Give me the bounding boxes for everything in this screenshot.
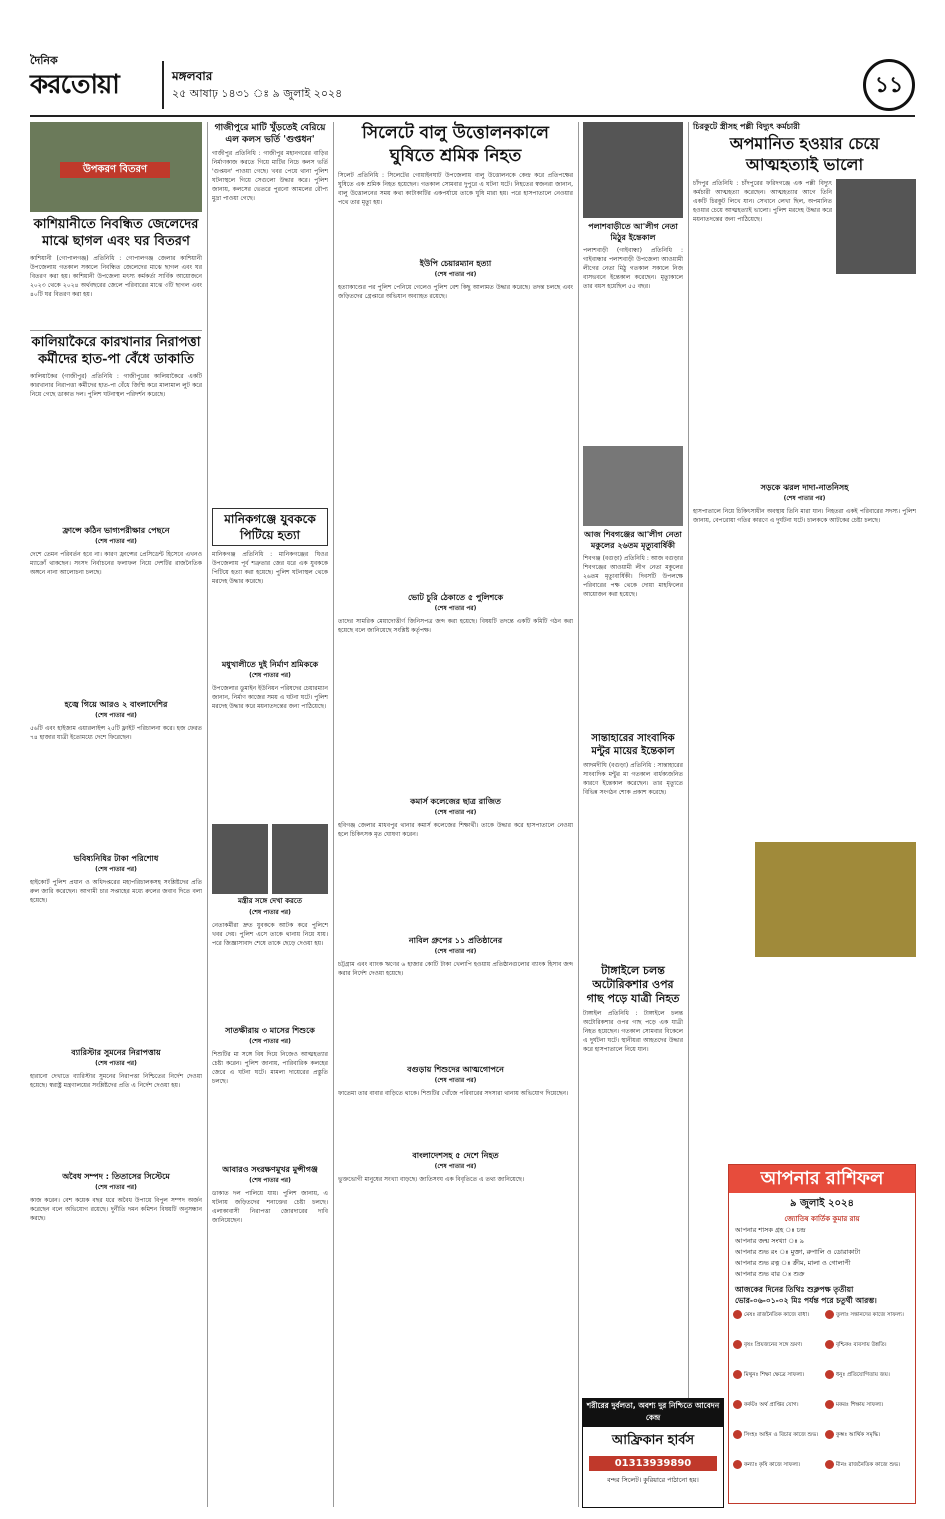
continued-label: (শেষ পাতার পর) bbox=[95, 866, 137, 873]
story-headline: ভোট চুরি ঠেকাতে ৫ পুলিশকে bbox=[407, 593, 504, 602]
story-body: চাঁদপুর প্রতিনিধি : চাঁদপুরের ফরিদগঞ্জে এক পল্লী বিদ্যুৎ কর্মচারী আত্মহত্যা করেছেন। আত্মহত্যার আগে তিনি একটি চিরকুট লিখে যান। সেখানে লেখা ছিল, অপমানিত হওয়ার চেয়ে আত্মহত্যাই ভালো। পুলিশ মরদেহ উদ্ধার করে ময়নাতদন্তের জন্য পাঠিয়েছে। bbox=[693, 180, 832, 223]
zodiac-icon bbox=[825, 1460, 834, 1469]
zodiac-grid bbox=[729, 1310, 915, 1490]
portrait-photo bbox=[583, 122, 683, 218]
zodiac-icon bbox=[733, 1400, 742, 1409]
column-3 bbox=[338, 122, 573, 1295]
zodiac-icon bbox=[825, 1400, 834, 1409]
story-body: কালিয়াকৈর (গাজীপুর) প্রতিনিধি : গাজীপুরের কালিয়াকৈরে একটি কারখানার নিরাপত্তা কর্মীদের হাত-পা বেঁধে জিম্মি করে মালামাল লুট করে নিয়ে গেছে ডাকাত দল। পুলিশ ঘটনাস্থল পরিদর্শন করেছে। bbox=[30, 373, 202, 398]
zodiac-icon bbox=[733, 1430, 742, 1439]
story-headline: টাঙ্গাইলে চলন্ত অটোরিকশার ওপর গাছ পড়ে যাত্রী নিহত bbox=[586, 964, 680, 1005]
horoscope-title: আপনার রাশিফল bbox=[729, 1165, 915, 1193]
zodiac-icon bbox=[733, 1460, 742, 1469]
story-headline: সাতক্ষীরায় ৩ মাসের শিশুকে bbox=[225, 1026, 315, 1035]
logo-big-text: করতোয়া bbox=[30, 70, 119, 100]
story-headline: মানিকগঞ্জে যুবককে পিটিয়ে হত্যা bbox=[212, 508, 328, 546]
zodiac-sign: তুলাঃ সন্তানদের কাজে সাফল্য। bbox=[825, 1310, 913, 1319]
continued-label: (শেষ পাতার পর) bbox=[95, 538, 137, 545]
portrait-photo bbox=[836, 179, 916, 274]
column-rule bbox=[688, 122, 689, 1507]
ad-header: শরীরের দুর্বলতা, অবশ্য দুর নিশ্চিতে আবেদন কেন্দ্র bbox=[583, 1399, 723, 1427]
zodiac-sign: সিংহঃ আইন ও বিচার কাজে শুভ। bbox=[733, 1430, 821, 1439]
story-headline: হজ্বে গিয়ে আরও ২ বাংলাদেশির bbox=[64, 700, 168, 709]
photo-caption: পলাশবাড়ীতে আ'লীগ নেতা মিঠুর ইন্তেকাল bbox=[588, 222, 678, 242]
story-body: কাজ করেন। বেশ কয়েক বছর ধরে অবৈধ উপায়ে বিপুল সম্পদ অর্জন করেছেন বলে অভিযোগ রয়েছে। দুর্নীতি দমন কমিশন বিষয়টি অনুসন্ধান করছে। bbox=[30, 1197, 202, 1222]
zodiac-sign: মিথুনঃ শিক্ষা ক্ষেত্রে সাফল্য। bbox=[733, 1370, 821, 1379]
lead-headline: অপমানিত হওয়ার চেয়ে আত্মহত্যাই ভালো bbox=[729, 134, 880, 174]
story-body: দেশে তেমন পরিবর্তন হবে না। কারণ ফ্রান্সের প্রেসিডেন্ট হিসেবে এখনও ম্যাক্রোঁ থাকছেন। সংসদ নির্বাচনের ফলাফল নিয়ে দেশটির রাজনৈতিক অঙ্গনে নানা আলোচনা চলছে। bbox=[30, 551, 202, 576]
story-headline: সান্তাহারের সাংবাদিক মন্টুর মায়ের ইন্তেকাল bbox=[591, 733, 675, 757]
story-body: সিলেট প্রতিনিধি : সিলেটের গোয়াইনঘাট উপজেলায় বালু উত্তোলনকে কেন্দ্র করে প্রতিপক্ষের ঘুষিতে এক শ্রমিক নিহত হয়েছেন। গতকাল সোমবার দুপুরে এ ঘটনা ঘটে। নিহতের স্বজনরা জানান, বালু উত্তোলনের সময় কথা কাটাকাটির একপর্যায়ে তাকে ঘুষি মারা হয়। পরে হাসপাতালে নেওয়ার পথে তার মৃত্যু হয়। bbox=[338, 172, 573, 206]
story-body: উপজেলার ডুমাইন ইউনিয়ন পরিষদের চেয়ারম্যান জানান, নির্মাণ কাজের সময় এ ঘটনা ঘটে। পুলিশ মরদেহ উদ্ধার করে ময়নাতদন্তের জন্য পাঠিয়েছে। bbox=[212, 685, 328, 710]
continued-label: (শেষ পাতার পর) bbox=[249, 672, 291, 679]
story-headline: গাজীপুরে মাটি খুঁড়তেই বেরিয়ে এল কলস ভর্তি 'গুপ্তধন' bbox=[214, 123, 326, 145]
story-body: ফাতেমা তার বাবার বাড়িতে থাকে। শিশুটির খোঁজে পরিবারের সদস্যরা থানায় অভিযোগ দিয়েছেন। bbox=[338, 1090, 569, 1097]
date-block bbox=[172, 67, 342, 103]
story-headline: কমার্স কলেজের ছাত্র রাজিত bbox=[410, 797, 501, 806]
story-body: ৫৬টি এবং হাইজাম এয়ারলাইন্স ২৫টি ফ্লাইট পরিচালনা করে। হজ ফেরত ৭৪ হাজার যাত্রী ইতোমধ্যে দেশে ফিরেছেন। bbox=[30, 725, 202, 741]
story-kicker: চিরকুটে স্ত্রীসহ পল্লী বিদ্যুৎ কর্মচারী bbox=[693, 122, 800, 131]
zodiac-icon bbox=[825, 1370, 834, 1379]
masthead-divider bbox=[162, 61, 164, 109]
story-body: মানিকগঞ্জ প্রতিনিধি : মানিকগঞ্জের ঘিওর উপজেলায় পূর্ব শত্রুতার জের ধরে এক যুবককে পিটিয়ে হত্যা করা হয়েছে। পুলিশ ঘটনাস্থল থেকে মরদেহ উদ্ধার করেছে। bbox=[212, 551, 328, 585]
story-body: হাইকোর্ট পুলিশ প্রধান ও অধিদপ্তরের মহাপরিচালকসহ সংশ্লিষ্টদের প্রতি রুল জারি করেছেন। আগামী চার সপ্তাহের মধ্যে রুলের জবাব দিতে বলা হয়েছে। bbox=[30, 879, 202, 904]
column-2 bbox=[212, 122, 328, 1389]
continued-label: (শেষ পাতার পর) bbox=[783, 495, 826, 502]
story-headline: কাশিয়ানীতে নিবন্ধিত জেলেদের মাঝে ছাগল এবং ঘর বিতরণ bbox=[33, 217, 199, 249]
story-headline: কালিয়াকৈরে কারখানার নিরাপত্তা কর্মীদের হাত-পা বেঁধে ডাকাতি bbox=[30, 330, 202, 368]
story-body: তাদের সামরিক মেয়াদোত্তীর্ণ জিনিসপত্র জব্দ করা হয়েছে। বিষয়টি তদন্তে একটি কমিটি গঠন করা হয়েছে বলে জানিয়েছে সংশ্লিষ্ট কর্তৃপক্ষ। bbox=[338, 618, 573, 634]
horoscope-row: আপনার জন্ম সংখ্যা ঃ ৯ bbox=[735, 1237, 804, 1245]
continued-label: (শেষ পাতার পর) bbox=[434, 1077, 477, 1084]
story-headline: বাংলাদেশসহ ৫ দেশে নিহত bbox=[412, 1151, 499, 1160]
story-body: টাঙ্গাইল প্রতিনিধি : টাঙ্গাইলে চলন্ত অটোরিকশার ওপর গাছ পড়ে এক যাত্রী নিহত হয়েছেন। গতকাল সোমবার বিকেলে এ দুর্ঘটনা ঘটে। স্থানীয়রা আহতদের উদ্ধার করে হাসপাতালে নিয়ে যান। bbox=[583, 1010, 683, 1053]
zodiac-icon bbox=[733, 1340, 742, 1349]
photo-caption: আজ শিবগঞ্জের আ'লীগ নেতা মকুলের ২৬তম মৃত্যুবার্ষিকী bbox=[584, 530, 682, 550]
advertisement bbox=[582, 1398, 724, 1508]
story-body: ভুক্তভোগী মানুষের সংখ্যা বাড়ছে। জাতিসংঘ এক বিবৃতিতে এ তথ্য জানিয়েছে। bbox=[338, 1176, 525, 1183]
zodiac-sign: বৃশ্চিকঃ ব্যবসায় উন্নতি। bbox=[825, 1340, 913, 1349]
story-body: পলাশবাড়ী (গাইবান্ধা) প্রতিনিধি : গাইবান্ধার পলাশবাড়ী উপজেলা আওয়ামী লীগের নেতা মিঠু গতকাল সকালে নিজ বাসভবনে ইন্তেকাল করেছেন। মৃত্যুকালে তার বয়স হয়েছিল ৫৫ বছর। bbox=[583, 247, 683, 290]
story-body: শিবগঞ্জ (বগুড়া) প্রতিনিধি : আজ বগুড়ার শিবগঞ্জের আওয়ামী লীগ নেতা মকুলের ২৬তম মৃত্যুবার্ষিকী। দিবসটি উপলক্ষে পরিবারের পক্ষ থেকে দোয়া মাহফিলের আয়োজন করা হয়েছে। bbox=[583, 555, 683, 598]
accident-photo bbox=[755, 842, 916, 957]
column-1 bbox=[30, 122, 202, 1336]
horoscope-row: আপনার শাসক গ্রহ ঃ চন্দ্র bbox=[735, 1226, 806, 1234]
masthead bbox=[30, 55, 915, 117]
zodiac-sign: মীনঃ রাজনৈতিক কাজে শুভ। bbox=[825, 1460, 913, 1469]
story-headline: বগুড়ায় শিশুদের আত্মগোপনে bbox=[407, 1065, 504, 1074]
horoscope-author: জ্যোতিষ কার্তিক কুমার রায় bbox=[784, 1215, 860, 1223]
zodiac-sign: কুম্ভঃ আর্থিক সমৃদ্ধি। bbox=[825, 1430, 913, 1439]
story-row bbox=[693, 179, 916, 479]
zodiac-sign: কন্যাঃ কৃষি কাজে সাফল্য। bbox=[733, 1460, 821, 1469]
logo-small-text: দৈনিক bbox=[30, 54, 58, 67]
story-headline: নাবিল গ্রুপের ১১ প্রতিষ্ঠানের bbox=[408, 936, 503, 945]
story-body: হাসপাতালে নিয়ে চিকিৎসাধীন অবস্থায় তিনি মারা যান। নিহতরা একই পরিবারের সদস্য। পুলিশ জানায়, বেপরোয়া গতির কারণে এ দুর্ঘটনা ঘটে। চালককে আটকের চেষ্টা চলছে। bbox=[693, 508, 916, 524]
ad-brand: আফ্রিকান হার্বস bbox=[611, 1433, 695, 1448]
zodiac-sign: মেষঃ রাজনৈতিক কাজে বাধা। bbox=[733, 1310, 821, 1319]
ad-phone: 01313939890 bbox=[589, 1456, 717, 1471]
continued-label: (শেষ পাতার পর) bbox=[434, 1163, 477, 1170]
portrait-photos bbox=[212, 824, 328, 894]
story-headline: অবৈধ সম্পদ : তিতাসের সিস্টেমে bbox=[62, 1172, 170, 1181]
horoscope-row: আপনার শুভ রং ঃ মুক্তা, রুপালি ও ডোরাকাটা bbox=[735, 1248, 861, 1256]
portrait-photo bbox=[583, 446, 683, 526]
story-headline: ইউপি চেয়ারম্যান হত্যা bbox=[419, 259, 492, 268]
story-headline: ব্যারিস্টার সুমনের নিরাপত্তায় bbox=[71, 1048, 161, 1057]
continued-label: (শেষ পাতার পর) bbox=[434, 809, 477, 816]
zodiac-icon bbox=[825, 1430, 834, 1439]
ad-footer: বন্দর সিলেট। কুরিয়ারে পাঠানো হয়। bbox=[607, 1476, 699, 1484]
horoscope-row: আপনার শুভ বার ঃ শুক্র bbox=[735, 1270, 805, 1278]
continued-label: (শেষ পাতার পর) bbox=[95, 1060, 137, 1067]
zodiac-icon bbox=[825, 1340, 834, 1349]
weekday: মঙ্গলবার bbox=[172, 69, 213, 83]
column-rule bbox=[333, 122, 334, 1507]
zodiac-sign: মকরঃ শিক্ষায় সাফল্য। bbox=[825, 1400, 913, 1409]
zodiac-sign: ধনুঃ প্রতিযোগিতায় জয়। bbox=[825, 1370, 913, 1379]
story-body: নেতাকর্মীরা দ্রুত যুবককে আটক করে পুলিশে খবর দেয়। পুলিশ এসে তাকে থানায় নিয়ে যায়। পরে জিজ্ঞাসাবাদ শেষে তাকে ছেড়ে দেওয়া হয়। bbox=[212, 922, 328, 947]
continued-label: (শেষ পাতার পর) bbox=[434, 948, 477, 955]
zodiac-sign: কর্কটঃ অর্থ প্রাপ্তির যোগ। bbox=[733, 1400, 821, 1409]
story-body: গাজীপুর প্রতিনিধি : গাজীপুর মহানগরের বাড়ির নির্মাণকাজ করতে গিয়ে মাটির নিচে কলস ভর্তি 'গুপ্তধন' পাওয়া গেছে। খবর পেয়ে থানা পুলিশ ঘটনাস্থলে গিয়ে সেগুলো উদ্ধার করে। পুলিশ জানায়, কলসের ভেতরে পুরনো আমলের রৌপ্য মুদ্রা পাওয়া গেছে। bbox=[212, 150, 328, 202]
newspaper-logo bbox=[30, 55, 155, 113]
story-headline: ফ্রান্সে কঠিন ভাগ্যপরীক্ষার পেছনে bbox=[62, 526, 170, 535]
continued-label: (শেষ পাতার পর) bbox=[249, 1038, 291, 1045]
story-headline: ভবিষ্যনিধির টাকা পরিশোধ bbox=[73, 854, 159, 863]
story-body: চট্টগ্রাম এবং ব্যাংক ঋণের ৬ হাজার কোটি টাকা খেলাপি হওয়ায় প্রতিষ্ঠানগুলোর ব্যাংক হিসাব জব্দ করার নির্দেশ দেওয়া হয়েছে। bbox=[338, 961, 573, 977]
zodiac-icon bbox=[825, 1310, 834, 1319]
date-line: ২৫ আষাঢ় ১৪৩১ ঃ ৯ জুলাই ২০২৪ bbox=[172, 87, 343, 100]
column-rule bbox=[207, 122, 208, 1507]
horoscope-tithi: আজকের দিনের তিথিঃ শুক্লপক্ষ তৃতীয়া ভোর-০৬-০১-০২ মিঃ পর্যন্ত পরে চতুর্থী আরম্ভ। bbox=[735, 1285, 877, 1305]
continued-label: (শেষ পাতার পর) bbox=[249, 909, 291, 916]
continued-label: (শেষ পাতার পর) bbox=[249, 1177, 291, 1184]
horoscope-box bbox=[728, 1164, 916, 1504]
photo-banner: উপকরণ বিতরণ bbox=[60, 162, 170, 178]
horoscope-date: ৯ জুলাই ২০২৪ bbox=[790, 1198, 854, 1209]
continued-label: (শেষ পাতার পর) bbox=[434, 271, 477, 278]
horoscope-row: আপনার শুভ রত্ন ঃ ক্রীম, মালা ও গোলাপী bbox=[735, 1259, 851, 1267]
story-body: হারানো দেখাতে ব্যারিস্টার সুমনের নিরাপত্তা নিশ্চিতের নির্দেশ দেওয়া হয়েছে। স্বরাষ্ট্র মন্ত্রণালয়ের সংশ্লিষ্টদের প্রতি এ নির্দেশ দেওয়া হয়। bbox=[30, 1073, 202, 1089]
story-body: শিশুটির মা সঙ্গে বিষ দিয়ে নিজেও আত্মহত্যার চেষ্টা করেন। পুলিশ জানায়, পারিবারিক কলহের জেরে এ ঘটনা ঘটে। মামলা দায়েরের প্রস্তুতি চলছে। bbox=[212, 1051, 328, 1085]
continued-label: (শেষ পাতার পর) bbox=[95, 712, 137, 719]
zodiac-sign: বৃষঃ প্রিয়জনের সঙ্গে ভ্রমণ। bbox=[733, 1340, 821, 1349]
story-headline: আবারও সংরক্ষণমুখর মুন্সীগঞ্জ bbox=[222, 1165, 318, 1174]
portrait-photo bbox=[272, 824, 328, 894]
story-headline: মধুখালীতে দুই নির্মাণ শ্রমিককে bbox=[221, 660, 319, 669]
story-body: হত্যাকাণ্ডের পর পুলিশ পেনিয়ে গেলেও পুলিশ বেশ কিছু আলামত উদ্ধার করেছে। তদন্ত চলছে এবং জড়িতদের গ্রেপ্তারে অভিযান অব্যাহত রয়েছে। bbox=[338, 284, 573, 300]
zodiac-icon bbox=[733, 1310, 742, 1319]
continued-label: (শেষ পাতার পর) bbox=[434, 605, 477, 612]
story-body: হবিগঞ্জ জেলার মাধবপুর থানার কমার্স কলেজের শিক্ষার্থী। তাকে উদ্ধার করে হাসপাতালে নেওয়া হলে চিকিৎসক মৃত ঘোষণা করেন। bbox=[338, 822, 573, 838]
continued-label: (শেষ পাতার পর) bbox=[95, 1184, 137, 1191]
distribution-photo bbox=[30, 122, 202, 212]
story-headline: সড়কে ঝরল দাদা-নাতনিসহ bbox=[760, 483, 849, 492]
lead-headline: সিলেটে বালু উত্তোলনকালে ঘুষিতে শ্রমিক নিহত bbox=[362, 123, 549, 166]
story-body: কাশিয়ানী (গোপালগঞ্জ) প্রতিনিধি : গোপালগঞ্জ জেলার কাশিয়ানী উপজেলায় গতকাল সকালে নিবন্ধিত জেলেদের মাঝে ছাগল এবং ঘর বিতরণ করা হয়। কাশিয়ানী উপজেলা মৎস্য কর্মকর্তা সার্বিক আয়োজনে ২০২৩ থেকে ২০২৪ অর্থবছরের জেলে পরিবারের মাঝে ৩টি ছাগল এবং ৪০টি ঘর বিতরণ করা হয়। bbox=[30, 255, 202, 298]
zodiac-icon bbox=[733, 1370, 742, 1379]
story-body: ডাকাত দল পালিয়ে যায়। পুলিশ জানায়, এ ঘটনায় জড়িতদের শনাক্তের চেষ্টা চলছে। এলাকাবাসী নিরাপত্তা জোরদারের দাবি জানিয়েছেন। bbox=[212, 1190, 328, 1224]
story-body: আদমদীঘি (বগুড়া) প্রতিনিধি : সান্তাহারের সাংবাদিক মন্টুর মা গতকাল বার্ধক্যজনিত কারণে ইন্তেকাল করেছেন। তার মৃত্যুতে বিভিন্ন সংগঠন শোক প্রকাশ করেছে। bbox=[583, 762, 683, 796]
photo-caption: মন্ত্রীর সঙ্গে দেখা করতে bbox=[238, 897, 302, 905]
column-rule bbox=[578, 122, 579, 1507]
column-4 bbox=[583, 122, 683, 1189]
column-5 bbox=[693, 122, 916, 957]
portrait-photo bbox=[212, 824, 268, 894]
page-number: ১১ bbox=[863, 59, 915, 111]
